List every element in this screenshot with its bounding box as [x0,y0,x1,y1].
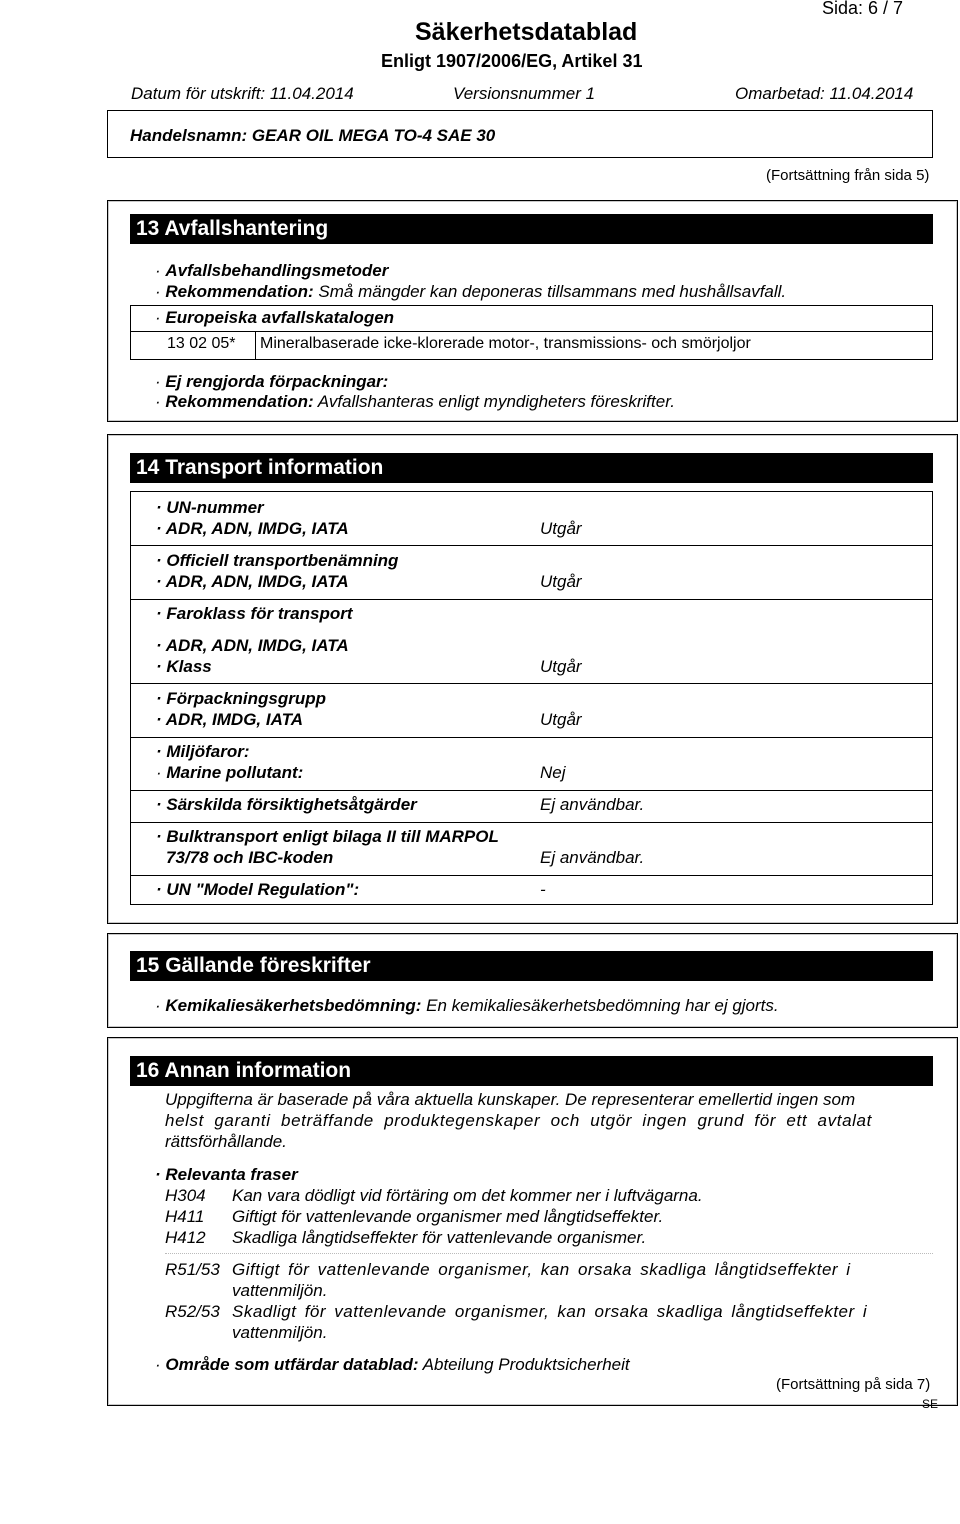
h-phrase-text: Kan vara dödligt vid förtäring om det kommer ner i luftvägarna. [232,1186,703,1205]
h-phrase-text: Giftigt för vattenlevande organismer med långtidseffekter. [232,1207,664,1226]
document-subtitle: Enligt 1907/2006/EG, Artikel 31 [381,51,643,71]
disclaimer-line-1: Uppgifterna är baserade på våra aktuella kunskaper. De representerar emellertid ingen som [165,1090,856,1109]
waste-catalog-box [130,305,933,360]
trade-name: Handelsnamn: GEAR OIL MEGA TO-4 SAE 30 [130,126,496,145]
country-code: SE [922,1397,939,1411]
r-phrase-code: R52/53 [165,1302,220,1321]
packaging-recommendation: · Rekommendation: Avfallshanteras enligt myndigheters föreskrifter. [155,392,675,411]
shipping-name-modes: · ADR, ADN, IMDG, IATA [156,572,349,591]
hazard-class-label: · Faroklass för transport [156,604,353,623]
transport-table [130,491,933,905]
waste-code-description: Mineralbaserade icke-klorerade motor-, transmissions- och smörjoljor [260,335,751,352]
revision-date: Omarbetad: 11.04.2014 [735,84,914,103]
r-phrase-text-line2: vattenmiljön. [232,1281,328,1300]
section-13-title: 13 Avfallshantering [130,214,933,244]
document-title: Säkerhetsdatablad [415,18,638,46]
un-number-value: Utgår [540,519,582,538]
special-precautions-value: Ej användbar. [540,795,645,814]
shipping-name-label: · Officiell transportbenämning [156,551,399,570]
issuing-department: · Område som utfärdar datablad: Abteilung Produktsicherheit [155,1355,630,1374]
special-precautions-label: · Särskilda försiktighetsåtgärder [156,795,417,814]
waste-methods: · Avfallsbehandlingsmetoder [155,261,389,280]
bulk-transport-label-line2: 73/78 och IBC-koden [166,848,334,867]
bulk-transport-value: Ej användbar. [540,848,645,867]
continued-on: (Fortsättning på sida 7) [776,1376,931,1393]
r-phrase-text-line2: vattenmiljön. [232,1323,328,1342]
h-phrase-code: H412 [165,1228,206,1247]
class-label: · Klass [156,657,212,676]
h-phrase-text: Skadliga långtidseffekter för vattenlevande organismer. [232,1228,647,1247]
uncleaned-packaging: · Ej rengjorda förpackningar: [155,372,389,391]
waste-recommendation: · Rekommendation: Små mängder kan deponeras tillsammans med hushållsavfall. [155,282,787,301]
disclaimer-line-2: helst garanti beträffande produktegenskaper och utgör ingen grund för ett avtalat [165,1111,872,1130]
waste-code: 13 02 05* [167,335,236,352]
version-number: Versionsnummer 1 [453,84,596,103]
marine-pollutant-value: Nej [540,763,566,782]
shipping-name-value: Utgår [540,572,582,591]
phrase-divider [165,1253,933,1254]
continued-from: (Fortsättning från sida 5) [766,167,930,184]
section-16-title: 16 Annan information [130,1056,933,1086]
print-date: Datum för utskrift: 11.04.2014 [131,84,354,103]
relevant-phrases-title: · Relevanta fraser [155,1165,298,1184]
waste-catalog-title: · Europeiska avfallskatalogen [155,308,395,327]
un-model-regulation-value: - [540,880,546,899]
packing-group-modes: · ADR, IMDG, IATA [156,710,304,729]
marine-pollutant-label: · Marine pollutant: [156,763,304,782]
h-phrase-code: H304 [165,1186,206,1205]
hazard-class-modes: · ADR, ADN, IMDG, IATA [156,636,349,655]
h-phrase-code: H411 [165,1207,205,1226]
r-phrase-text: Skadligt för vattenlevande organismer, kan orsaka skadliga långtidseffekter i [232,1302,868,1321]
trade-name-box [107,110,933,158]
chemical-safety-assessment: · Kemikaliesäkerhetsbedömning: En kemikaliesäkerhetsbedömning har ej gjorts. [155,996,779,1015]
un-number-label: · UN-nummer [156,498,264,517]
page-number: Sida: 6 / 7 [822,0,904,18]
r-phrase-code: R51/53 [165,1260,220,1279]
disclaimer-line-3: rättsförhållande. [165,1132,287,1151]
bulk-transport-label: · Bulktransport enligt bilaga II till MARPOL [156,827,499,846]
packing-group-label: · Förpackningsgrupp [156,689,327,708]
packing-group-value: Utgår [540,710,582,729]
class-value: Utgår [540,657,582,676]
section-14-title: 14 Transport information [130,453,933,483]
r-phrase-text: Giftigt för vattenlevande organismer, kan orsaka skadliga långtidseffekter i [232,1260,851,1279]
section-15-title: 15 Gällande föreskrifter [130,951,933,981]
un-number-modes: · ADR, ADN, IMDG, IATA [156,519,349,538]
environmental-hazards-label: · Miljöfaror: [156,742,250,761]
un-model-regulation-label: · UN "Model Regulation": [156,880,360,899]
